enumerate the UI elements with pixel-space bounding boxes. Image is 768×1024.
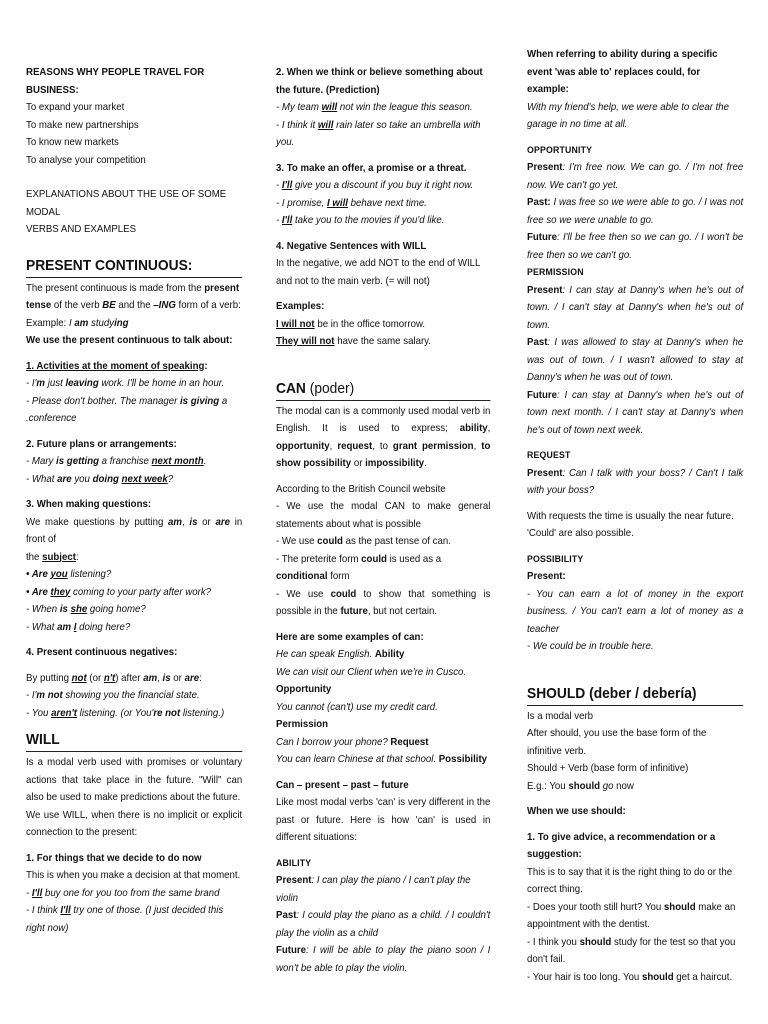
example-line: - I'll take you to the movies if you'd like. — [276, 214, 445, 226]
subheading: 1. Activities at the moment of speaking: — [26, 359, 208, 372]
example-line: Example: I am studying — [26, 316, 129, 329]
subheading: OPPORTUNITY — [527, 144, 593, 156]
list-item: To expand your market — [26, 101, 125, 113]
example-line: Present: I can stay at Danny's when he's out of town. / I can't stay at Danny's when he's out of town. — [527, 283, 744, 331]
paragraph: - The preterite form could is used as a conditional form — [276, 552, 442, 582]
example-line: • Are you listening? — [26, 568, 112, 580]
paragraph: We make questions by putting am, is or are in front of — [26, 515, 243, 545]
list-item: To know new markets — [26, 136, 119, 148]
example-line: You can learn Chinese at that school. Possibility — [276, 753, 488, 765]
paragraph: This is when you make a decision at that moment. — [26, 869, 241, 881]
list-item: To make new partnerships — [26, 118, 139, 131]
subheading: 3. When making questions: — [26, 498, 152, 510]
subheading: 2. Future plans or arrangements: — [26, 437, 177, 450]
paragraph: According to the British Council website — [276, 482, 446, 495]
column-middle — [276, 64, 490, 977]
paragraph: - We use the modal CAN to make general statements about what is possible — [276, 500, 491, 530]
heading-can: CAN (poder) — [276, 379, 490, 401]
example-line: Present: I'm free now. We can go. / I'm not free now. We can't go yet. — [527, 161, 744, 191]
example-line: - I think I'll try one of those. (I just decided this right now) — [26, 904, 224, 934]
subheading: POSSIBILITY — [527, 553, 584, 565]
subheading: When referring to ability during a specific event 'was able to' replaces could, for example: — [527, 48, 718, 95]
subheading: ABILITY — [276, 857, 312, 869]
subheading: 3. To make an offer, a promise or a threat. — [276, 161, 467, 174]
example-line: E.g.: You should go now — [527, 779, 634, 792]
example-line: - My team will not win the league this season. — [276, 101, 473, 113]
paragraph: - We use could to show that something is possible in the future, but not certain. — [276, 587, 491, 617]
heading-should: SHOULD (deber / debería) — [527, 684, 743, 706]
example-line: - I'm just leaving work. I'll be home in an hour. — [26, 377, 225, 389]
section-title: VERBS AND EXAMPLES — [26, 223, 137, 235]
paragraph: By putting not (or n't) after am, is or are: — [26, 671, 202, 684]
paragraph: the subject: — [26, 550, 79, 563]
subheading: When we use should: — [527, 805, 626, 817]
paragraph: The modal can is a commonly used modal verb in English. It is used to express; ability, opportunity, request, to grant permission, to show possibility or impossibility. — [276, 404, 491, 469]
subheading: 1. To give advice, a recommendation or a suggestion: — [527, 830, 716, 860]
example-line: Future: I'll be free then so we can go. / I won't be free then so we can't go. — [527, 231, 744, 261]
example-line: Past: I was allowed to stay at Danny's when he was out of town. / I wasn't allowed to stay at Danny's when he was out of town. — [527, 336, 744, 383]
example-line: - I promise, I will behave next time. — [276, 196, 427, 209]
subheading: We use the present continuous to talk about: — [26, 334, 233, 346]
paragraph: Like most modal verbs 'can' is very different in the past or future. Here is how 'can' is used in different situations: — [276, 796, 491, 843]
paragraph: Should + Verb (base form of infinitive) — [527, 762, 689, 774]
example-line: - We could be in trouble here. — [527, 640, 654, 652]
heading-present-continuous: PRESENT CONTINUOUS: — [26, 256, 242, 278]
section-title: REASONS WHY PEOPLE TRAVEL FOR BUSINESS: — [26, 66, 205, 96]
example-line: - I'll give you a discount if you buy it right now. — [276, 179, 474, 191]
paragraph: With requests the time is usually the near future. 'Could' are also possible. — [527, 509, 734, 539]
example-line: - When is she going home? — [26, 603, 146, 615]
paragraph: Present: — [527, 570, 566, 582]
example-line: - What am I doing here? — [26, 620, 131, 633]
paragraph: The present continuous is made from the present tense of the verb BE and the –ING form of a verb: — [26, 281, 241, 311]
paragraph: In the negative, we add NOT to the end of WILL and not to the main verb. (= will not) — [276, 257, 481, 287]
heading-will: WILL — [26, 730, 242, 752]
column-left — [26, 64, 242, 937]
subheading: 1. For things that we decide to do now — [26, 851, 202, 864]
subheading: 4. Present continuous negatives: — [26, 646, 178, 658]
example-line: Can I borrow your phone? Request — [276, 735, 429, 748]
example-line: - You can earn a lot of money in the export business. / You can't earn a lot of money as a teacher — [527, 587, 744, 635]
example-line: • Are they coming to your party after work? — [26, 585, 212, 598]
paragraph: - We use could as the past tense of can. — [276, 535, 451, 547]
example-line: They will not have the same salary. — [276, 335, 431, 347]
example-line: Past: I was free so we were able to go. / I was not free so we were unable to go. — [527, 196, 744, 226]
example-line: Present: I can play the piano / I can't play the violin — [276, 874, 471, 904]
example-line: - Does your tooth still hurt? You should make an appointment with the dentist. — [527, 900, 736, 930]
subheading: PERMISSION — [527, 267, 584, 278]
paragraph: We use WILL, when there is no implicit or explicit connection to the present: — [26, 808, 243, 838]
example-line: You cannot (can't) use my credit card. Permission — [276, 700, 438, 730]
example-line: .conference — [26, 412, 77, 424]
example-line: Future: I will be able to play the piano soon / I won't be able to play the violin. — [276, 944, 491, 974]
subheading: Examples: — [276, 300, 325, 312]
example-line: We can visit our Client when we're in Cusco. Opportunity — [276, 665, 467, 695]
example-line: - I think you should study for the test so that you don't fail. — [527, 935, 736, 965]
example-line: With my friend's help, we were able to clear the garage in no time at all. — [527, 100, 730, 130]
paragraph: After should, you use the base form of the infinitive verb. — [527, 727, 707, 757]
subheading: 4. Negative Sentences with WILL — [276, 239, 427, 252]
example-line: Future: I can stay at Danny's when he's out of town next month. / I can't stay at Danny's when he's out of town next week. — [527, 388, 744, 436]
example-line: - Please don't bother. The manager is giving a — [26, 394, 228, 407]
example-line: Past: I could play the piano as a child. / I couldn't play the violin as a child — [276, 909, 491, 939]
subheading: 2. When we think or believe something about the future. (Prediction) — [276, 66, 483, 96]
example-line: - I'll buy one for you too from the same brand — [26, 886, 220, 899]
example-line: Present: Can I talk with your boss? / Can't I talk with your boss? — [527, 466, 744, 496]
example-line: - I'm not showing you the financial state. — [26, 689, 200, 701]
paragraph: This is to say that it is the right thing to do or the correct thing. — [527, 865, 733, 895]
example-line: - I think it will rain later so take an umbrella with you. — [276, 118, 481, 148]
example-line: - You aren't listening. (or You're not listening.) — [26, 706, 225, 719]
subheading: REQUEST — [527, 450, 571, 461]
example-line: - Your hair is too long. You should get a haircut. — [527, 970, 733, 983]
list-item: To analyse your competition — [26, 153, 146, 166]
example-line: I will not be in the office tomorrow. — [276, 317, 426, 330]
example-line: He can speak English. Ability — [276, 648, 405, 660]
subheading: Here are some examples of can: — [276, 630, 424, 643]
example-line: - Mary is getting a franchise next month. — [26, 455, 207, 467]
paragraph: Is a modal verb used with promises or voluntary actions that take place in the future. "Will" can also be used to make predictions about the future. — [26, 756, 243, 803]
paragraph: Is a modal verb — [527, 709, 594, 722]
section-title: EXPLANATIONS ABOUT THE USE OF SOME MODAL — [26, 188, 227, 218]
example-line: - What are you doing next week? — [26, 472, 174, 485]
column-right — [527, 46, 743, 986]
subheading: Can – present – past – future — [276, 778, 409, 791]
